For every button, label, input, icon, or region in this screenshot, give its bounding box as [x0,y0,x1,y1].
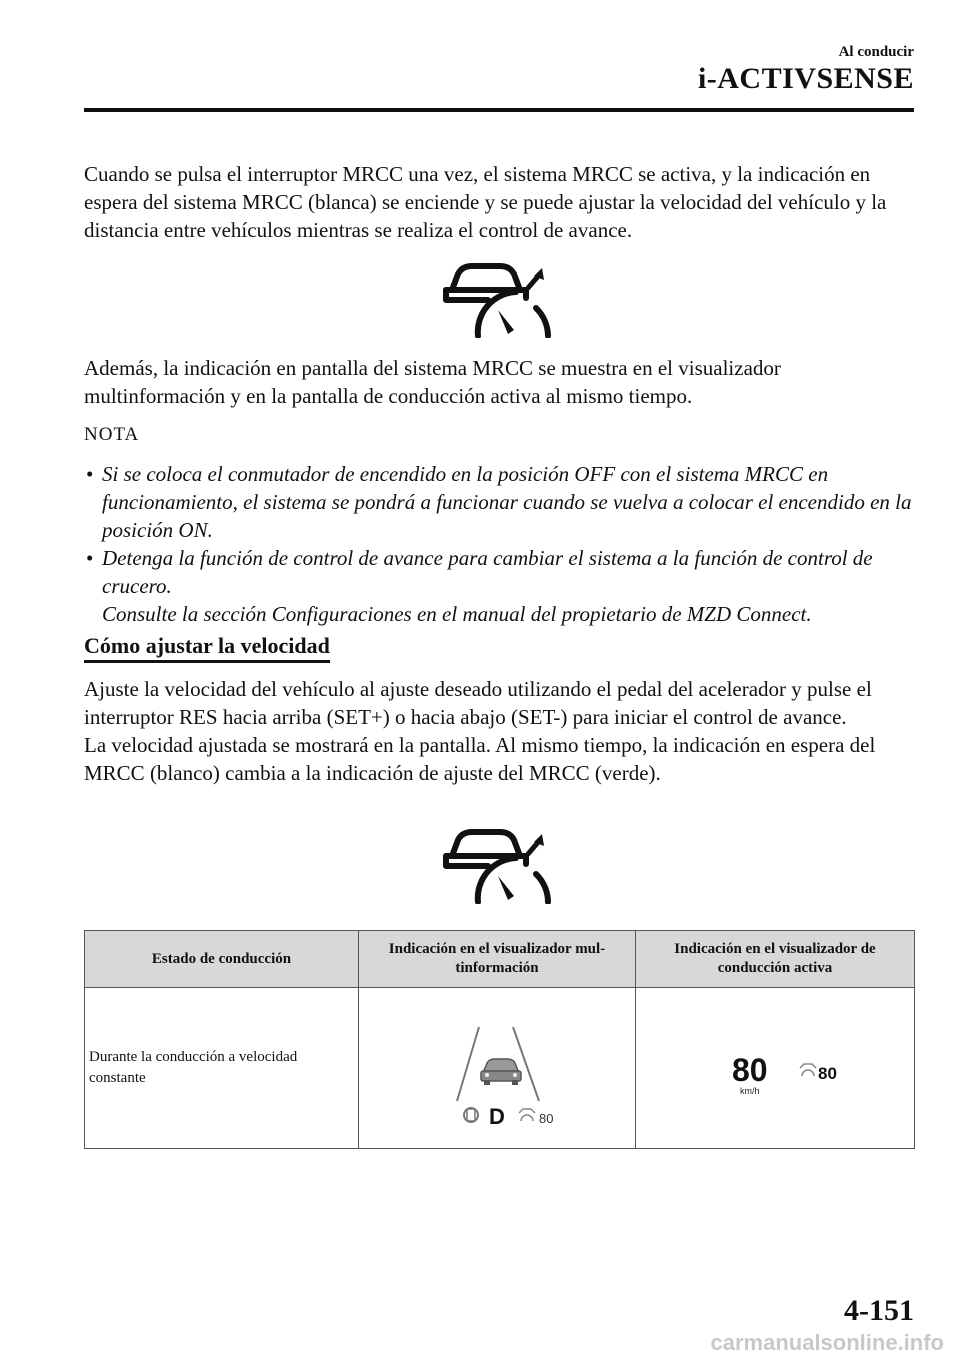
chapter-title: i-ACTIVSENSE [697,62,914,95]
note-reference: Consulte la sección Configuraciones en el manual del propietario de MZD Connect. [102,602,812,626]
active-driving-display-illustration [640,993,910,1143]
set-speed-mini: 80 [539,1111,554,1126]
mrcc-mini-icon [519,1109,535,1121]
page-number: 4-151 [844,1294,914,1327]
note-text: Si se coloca el conmutador de encendido en la posición OFF con el sistema MRCC en funcionamiento, el sistema se pondrá a funcionar cuando se vuelva a colocar el encendido en la posición ON. [102,462,912,542]
intro-paragraph: Cuando se pulsa el interruptor MRCC una vez, el sistema MRCC se activa, y la indicación en espera del sistema MRCC (blanca) se enciende y se puede ajustar la velocidad del vehículo y la distancia entre vehículos mientras se realiza el control de avance. [84,162,887,242]
bullet-icon: • [86,462,94,486]
speed-instructions [84,675,914,787]
note-item [84,544,914,628]
driving-state-cell [85,988,359,1149]
speed-unit: km/h [740,1086,760,1096]
indication-table [84,930,915,1149]
column-header: Estado de conducción [85,931,359,988]
mrcc-mini-icon [800,1064,816,1076]
multi-info-display-illustration [363,993,631,1143]
note-text: Detenga la función de control de avance para cambiar el sistema a la función de control de crucero. [102,546,873,598]
adjust-paragraph: Ajuste la velocidad del vehículo al ajuste deseado utilizando el pedal del acelerador y pulse el interruptor RES hacia arriba (SET+) o hacia abajo (SET-) para iniciar el control de avance. [84,677,872,729]
note-item [84,460,914,544]
driving-state-text: Durante la conducción a velocidad constante [89,1049,298,1086]
note-title: NOTA [84,424,140,445]
section-label: Al conducir [838,44,914,60]
table-header-row [85,931,915,988]
watermark: carmanualsonline.info [710,1330,944,1355]
active-driving-display-cell [636,988,915,1149]
speed-display-paragraph: La velocidad ajustada se mostrará en la pantalla. Al mismo tiempo, la indicación en espera del MRCC (blanco) cambia a la indicación de ajuste del MRCC (verde). [84,733,876,785]
mrcc-standby-icon [438,252,554,338]
mrcc-set-icon [438,818,554,904]
lane-line-right [513,1027,539,1101]
lane-line-left [457,1027,479,1101]
header-divider [84,108,914,112]
bullet-icon: • [86,546,94,570]
display-paragraph: Además, la indicación en pantalla del sistema MRCC se muestra en el visualizador multinformación y en la pantalla de conducción activa al mismo tiempo. [84,356,781,408]
multi-info-display-cell [359,988,636,1149]
note-list [84,460,914,628]
preceding-vehicle-icon [481,1059,521,1085]
set-speed: 80 [818,1064,837,1083]
gear-indicator: D [489,1104,505,1129]
section-heading: Cómo ajustar la velocidad [84,633,330,663]
column-header: Indicación en el visualizador de conducción activa [636,931,915,988]
driver-attention-icon [464,1108,478,1122]
vehicle-speed: 80 [732,1052,768,1088]
column-header: Indicación en el visualizador mul-tinformación [359,931,636,988]
table-row [85,988,915,1149]
